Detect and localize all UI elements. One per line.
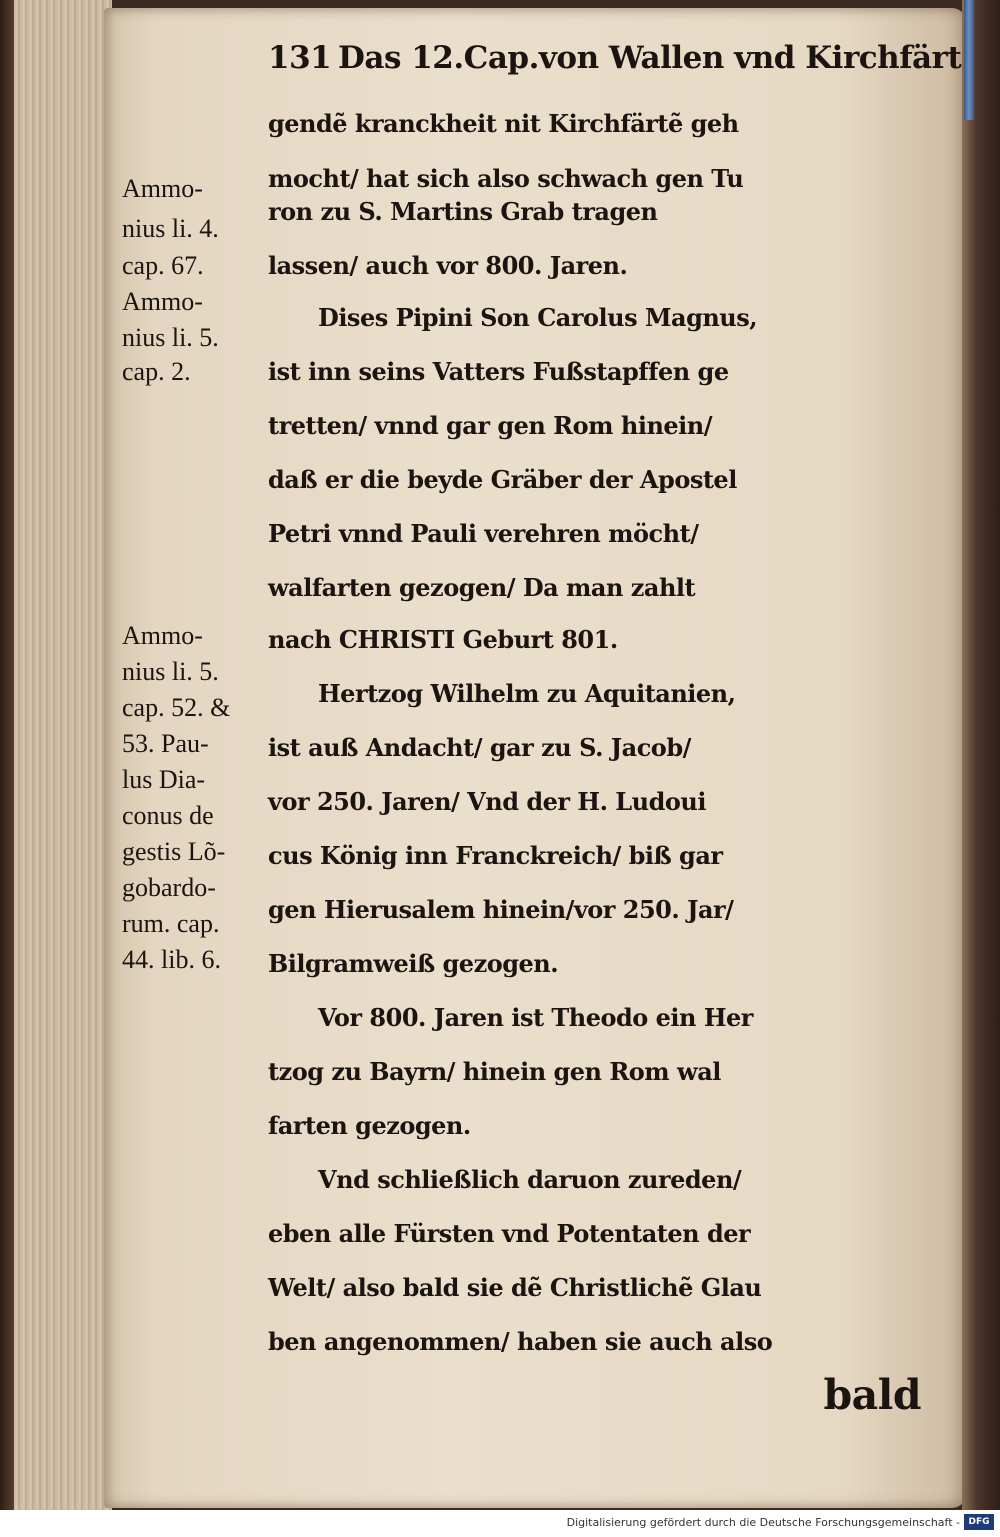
margin-note: cap. 67. <box>122 251 204 280</box>
margin-note: nius li. 5. <box>122 657 219 686</box>
body-line: lassen/ auch vor 800. Jaren. <box>268 251 628 280</box>
body-line: vor 250. Jaren/ Vnd der H. Ludoui <box>268 787 706 816</box>
body-line: tzog zu Bayrn/ hinein gen Rom wal <box>268 1057 721 1086</box>
body-line: nach CHRISTI Geburt 801. <box>268 625 618 654</box>
bookmark-ribbon <box>964 0 974 120</box>
body-line: eben alle Fürsten vnd Potentaten der <box>268 1219 751 1248</box>
body-line: tretten/ vnnd gar gen Rom hinein/ <box>268 411 712 440</box>
margin-note: Ammo- <box>122 621 203 650</box>
margin-note: conus de <box>122 801 214 830</box>
margin-note: cap. 2. <box>122 357 191 386</box>
body-line: Welt/ also bald sie dẽ Christlichẽ Glau <box>268 1273 762 1302</box>
margin-note: lus Dia- <box>122 765 206 794</box>
running-header <box>268 40 962 76</box>
body-line: walfarten gezogen/ Da man zahlt <box>268 573 696 602</box>
body-line: Vor 800. Jaren ist Theodo ein Her <box>318 1003 753 1032</box>
margin-note: 53. Pau- <box>122 729 209 758</box>
body-line: ben angenommen/ haben sie auch also <box>268 1327 773 1356</box>
body-line: gendẽ kranckheit nit Kirchfärtẽ geh <box>268 109 739 138</box>
body-line: farten gezogen. <box>268 1111 471 1140</box>
book-cover-right <box>962 0 1000 1512</box>
body-line: ist auß Andacht/ gar zu S. Jacob/ <box>268 733 691 762</box>
body-line: daß er die beyde Gräber der Apostel <box>268 465 737 494</box>
margin-note: nius li. 4. <box>122 214 219 243</box>
margin-note: nius li. 5. <box>122 323 219 352</box>
body-line: Petri vnnd Pauli verehren möcht/ <box>268 519 699 548</box>
body-line: gen Hierusalem hinein/vor 250. Jar/ <box>268 895 734 924</box>
dfg-logo: DFG <box>964 1514 994 1530</box>
body-line: mocht/ hat sich also schwach gen Tu <box>268 164 744 193</box>
margin-note: cap. 52. & <box>122 693 231 722</box>
margin-note: rum. cap. <box>122 909 220 938</box>
margin-note: Ammo- <box>122 174 203 203</box>
body-line: cus König inn Franckreich/ biß gar <box>268 841 723 870</box>
body-line: ist inn seins Vatters Fußstapffen ge <box>268 357 729 386</box>
running-title: Das 12.Cap.von Wallen vnd Kirchfärt <box>338 40 962 76</box>
body-line: Hertzog Wilhelm zu Aquitanien, <box>318 679 736 708</box>
margin-note: 44. lib. 6. <box>122 945 221 974</box>
funding-credit: Digitalisierung gefördert durch die Deutsche Forschungsgemeinschaft - <box>566 1516 960 1529</box>
margin-note: Ammo- <box>122 287 203 316</box>
margin-note: gestis Lõ- <box>122 837 226 866</box>
body-line: ron zu S. Martins Grab tragen <box>268 197 658 226</box>
catchword: bald <box>823 1371 921 1419</box>
body-line: Dises Pipini Son Carolus Magnus, <box>318 303 758 332</box>
body-line: Bilgramweiß gezogen. <box>268 949 559 978</box>
body-line: Vnd schließlich daruon zureden/ <box>318 1165 742 1194</box>
page-number: 131 <box>268 40 332 76</box>
margin-note: gobardo- <box>122 873 216 902</box>
page-stack-edge <box>14 0 112 1512</box>
